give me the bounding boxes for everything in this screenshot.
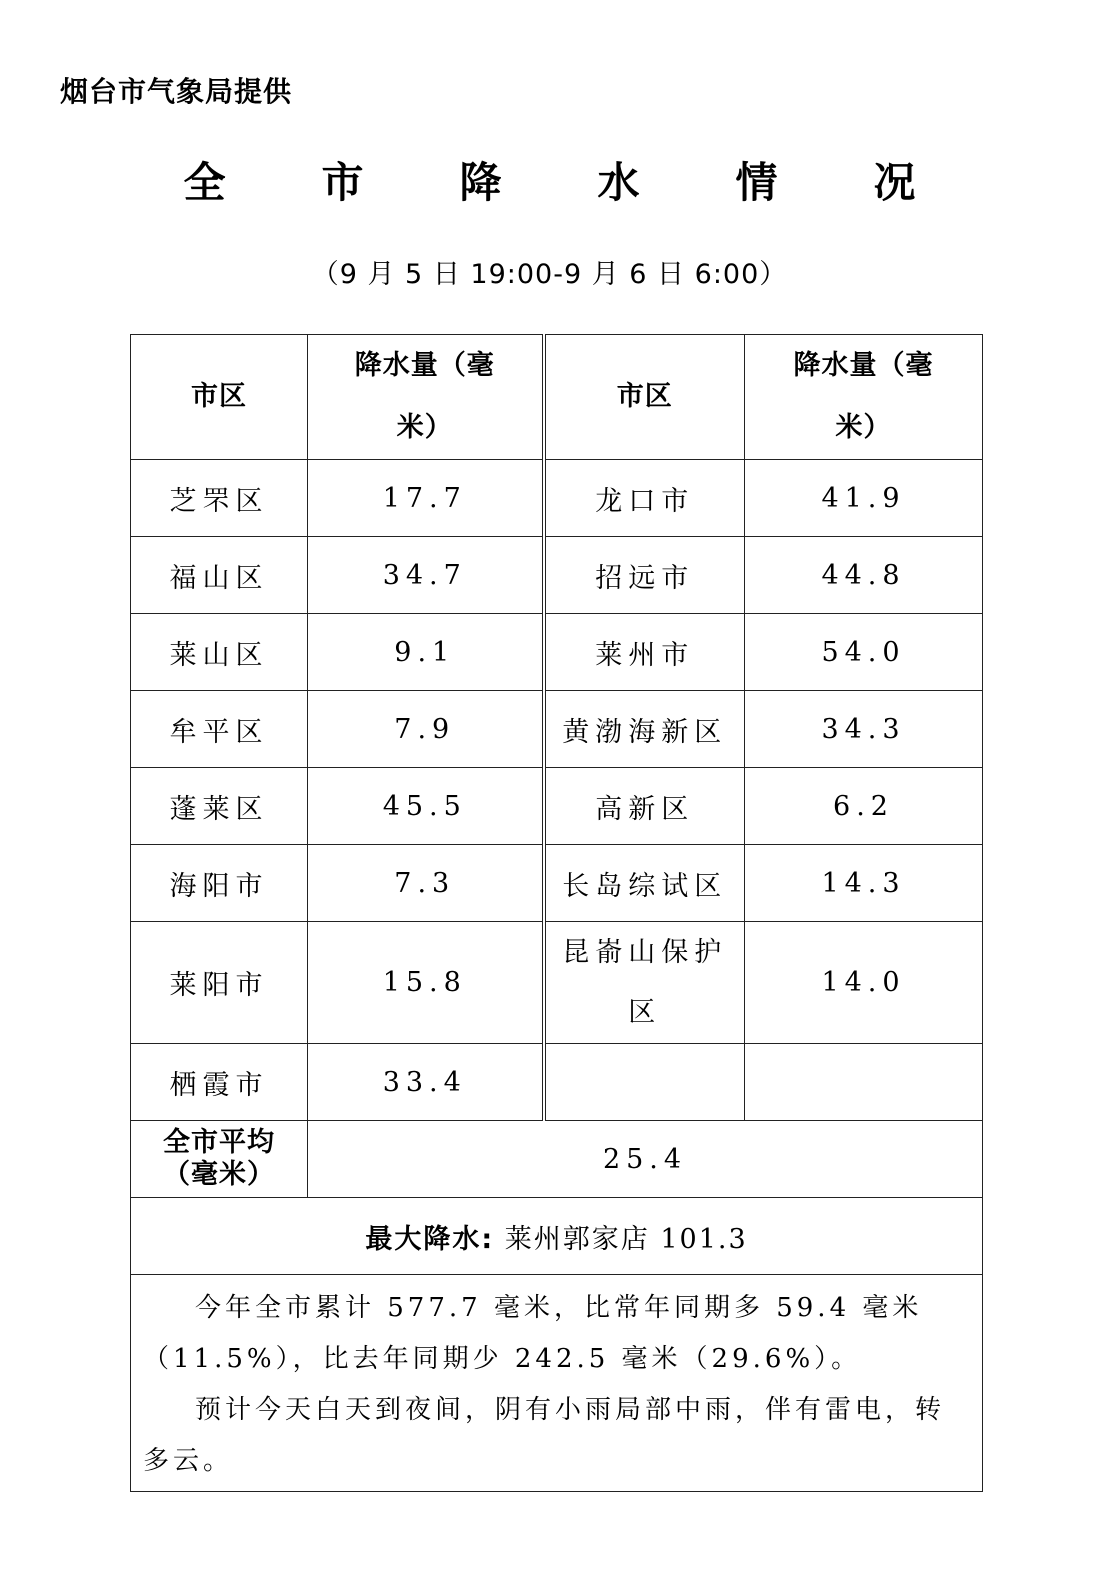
district-name: 莱阳市 bbox=[131, 922, 308, 1044]
rain-value: 34.7 bbox=[308, 537, 544, 614]
rain-value: 33.4 bbox=[308, 1044, 544, 1121]
district-name-line1: 昆嵛山保护 bbox=[562, 936, 728, 968]
average-label bbox=[131, 1121, 308, 1198]
district-name: 龙口市 bbox=[544, 460, 745, 537]
district-name: 芝罘区 bbox=[131, 460, 308, 537]
average-row bbox=[131, 1121, 983, 1198]
header-rain-right bbox=[745, 335, 983, 460]
rain-value: 6.2 bbox=[745, 768, 983, 845]
rain-value: 9.1 bbox=[308, 614, 544, 691]
rain-value: 45.5 bbox=[308, 768, 544, 845]
district-name: 莱山区 bbox=[131, 614, 308, 691]
rain-value: 17.7 bbox=[308, 460, 544, 537]
header-district-left: 市区 bbox=[131, 335, 308, 460]
table-row bbox=[131, 768, 983, 845]
provider-label: 烟台市气象局提供 bbox=[60, 75, 293, 108]
rain-value: 44.8 bbox=[745, 537, 983, 614]
rainfall-table bbox=[130, 334, 983, 1492]
notes-row bbox=[131, 1275, 983, 1492]
title-char: 情 bbox=[735, 158, 778, 207]
title-char: 市 bbox=[321, 158, 364, 207]
max-rain-cell bbox=[131, 1198, 983, 1275]
rain-value: 7.3 bbox=[308, 845, 544, 922]
rain-value: 7.9 bbox=[308, 691, 544, 768]
note-forecast: 预计今天白天到夜间，阴有小雨局部中雨，伴有雷电，转多云。 bbox=[143, 1395, 946, 1476]
rain-value: 54.0 bbox=[745, 614, 983, 691]
rain-value-empty bbox=[745, 1044, 983, 1121]
average-value: 25.4 bbox=[308, 1121, 983, 1198]
average-label-line2: （毫米） bbox=[163, 1159, 275, 1190]
header-rain-line2: 米） bbox=[396, 412, 453, 443]
average-label-line1: 全市平均 bbox=[163, 1127, 275, 1158]
district-name bbox=[544, 922, 745, 1044]
title-char: 水 bbox=[597, 158, 640, 207]
header-rain-line1: 降水量（毫 bbox=[793, 350, 934, 381]
table-row bbox=[131, 537, 983, 614]
header-rain-left bbox=[308, 335, 544, 460]
note-cumulative: 今年全市累计 577.7 毫米，比常年同期多 59.4 毫米（11.5%），比去年同期少 242.5 毫米（29.6%）。 bbox=[143, 1293, 923, 1374]
district-name: 福山区 bbox=[131, 537, 308, 614]
district-name: 海阳市 bbox=[131, 845, 308, 922]
header-district-right: 市区 bbox=[544, 335, 745, 460]
rain-value: 14.3 bbox=[745, 845, 983, 922]
district-name: 长岛综试区 bbox=[544, 845, 745, 922]
district-name-line2: 区 bbox=[628, 996, 662, 1028]
district-name-empty bbox=[544, 1044, 745, 1121]
rain-value: 41.9 bbox=[745, 460, 983, 537]
table-header-row bbox=[131, 335, 983, 460]
page-title bbox=[0, 150, 1099, 210]
time-range: （9 月 5 日 19:00-9 月 6 日 6:00） bbox=[311, 259, 788, 290]
max-rain-label: 最大降水: bbox=[365, 1223, 495, 1255]
table-row bbox=[131, 460, 983, 537]
district-name: 莱州市 bbox=[544, 614, 745, 691]
table-row bbox=[131, 691, 983, 768]
title-char: 况 bbox=[873, 158, 916, 207]
table-row bbox=[131, 1044, 983, 1121]
rain-value: 34.3 bbox=[745, 691, 983, 768]
rain-value: 15.8 bbox=[308, 922, 544, 1044]
header-rain-line1: 降水量（毫 bbox=[354, 350, 495, 381]
district-name: 高新区 bbox=[544, 768, 745, 845]
district-name: 招远市 bbox=[544, 537, 745, 614]
table-row bbox=[131, 845, 983, 922]
title-char: 全 bbox=[183, 158, 226, 207]
district-name: 牟平区 bbox=[131, 691, 308, 768]
notes-cell bbox=[131, 1275, 983, 1492]
table-row bbox=[131, 614, 983, 691]
title-char: 降 bbox=[459, 158, 502, 207]
rain-value: 14.0 bbox=[745, 922, 983, 1044]
district-name: 黄渤海新区 bbox=[544, 691, 745, 768]
header-rain-line2: 米） bbox=[835, 412, 892, 443]
district-name: 蓬莱区 bbox=[131, 768, 308, 845]
max-rain-value: 莱州郭家店 101.3 bbox=[504, 1223, 748, 1255]
district-name: 栖霞市 bbox=[131, 1044, 308, 1121]
max-rain-row bbox=[131, 1198, 983, 1275]
table-row bbox=[131, 922, 983, 1044]
